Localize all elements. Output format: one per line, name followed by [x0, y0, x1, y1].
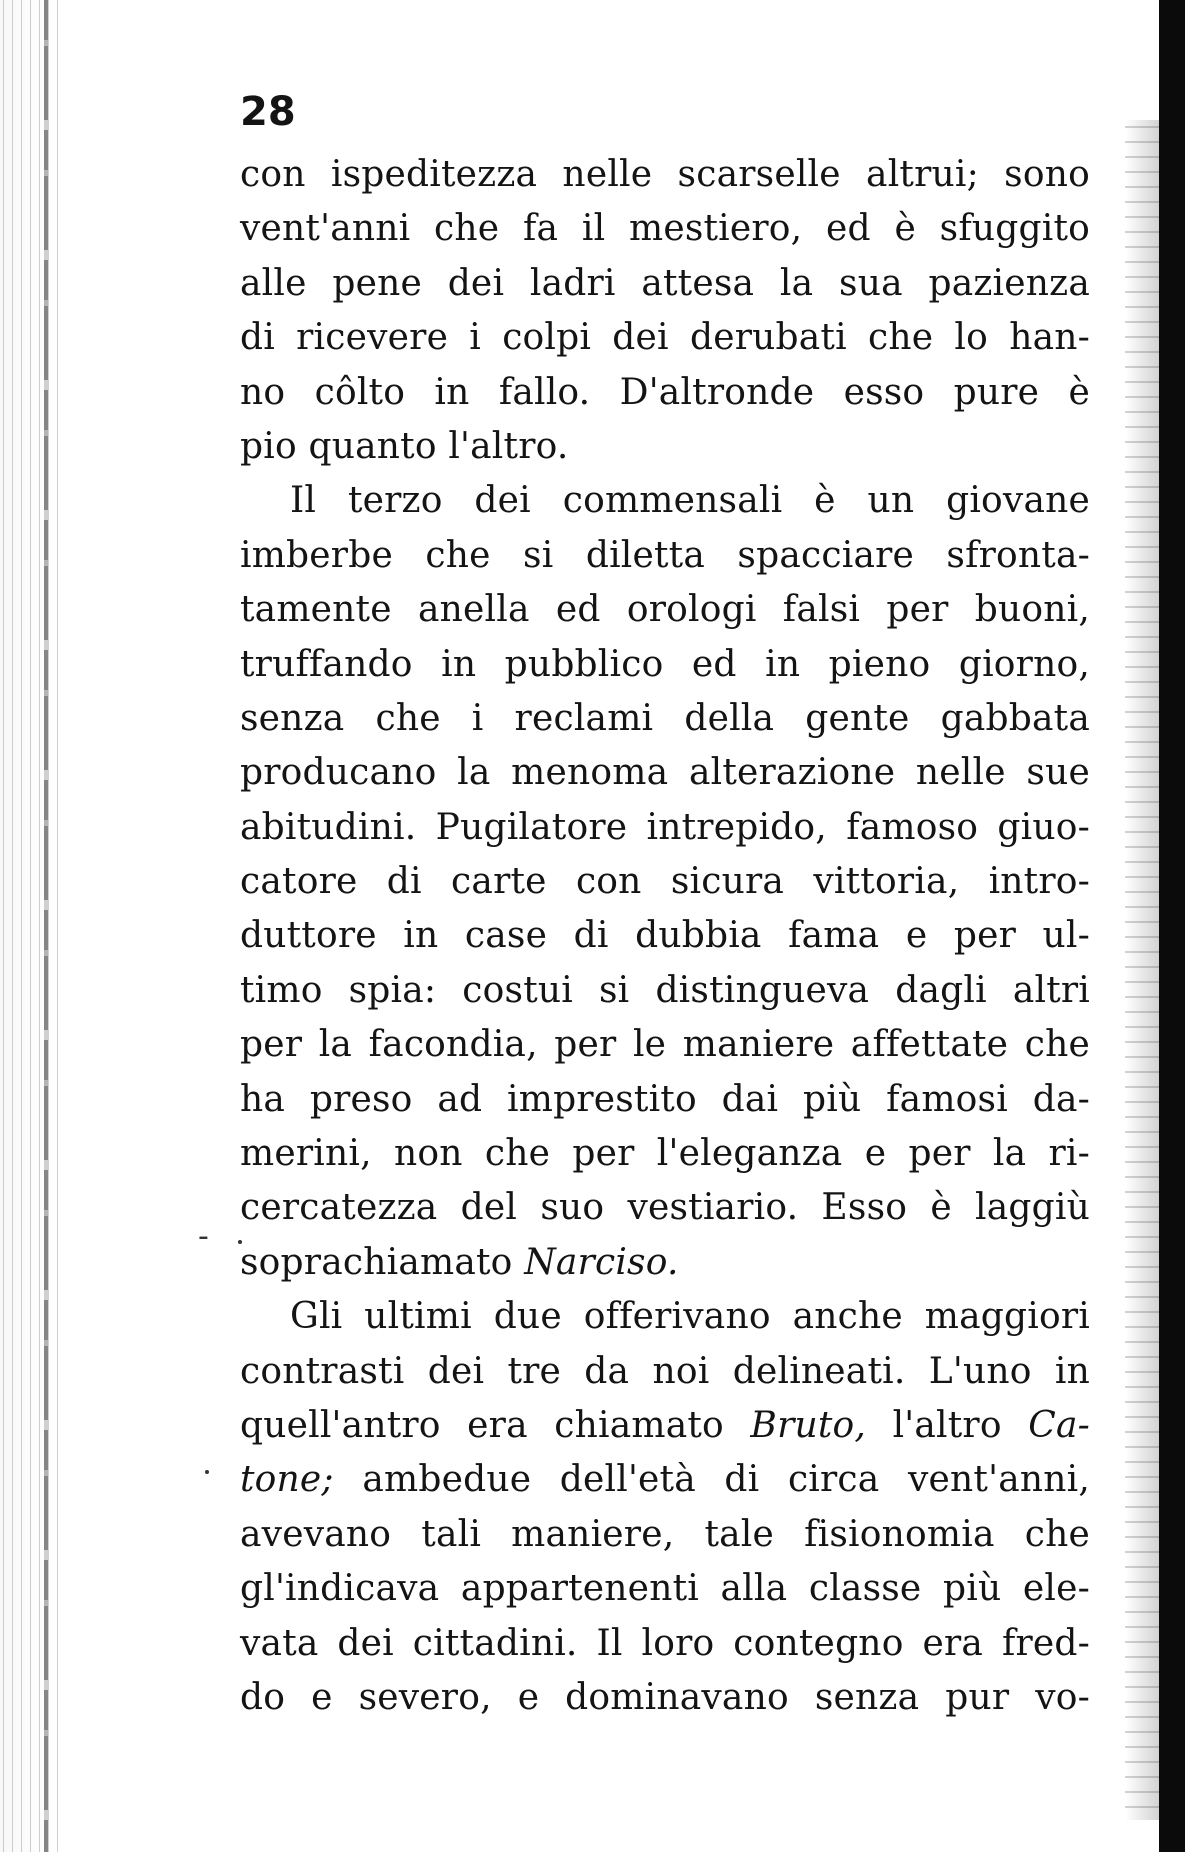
text-line: Il terzo dei commensali è un giovane [290, 480, 1090, 522]
scan-left-edge [0, 0, 60, 1852]
text-line: no côlto in fallo. D'altronde esso pure è [240, 371, 1090, 413]
text-line: catore di carte con sicura vittoria, intro- [240, 861, 1090, 903]
italic-name: tone; [240, 1459, 334, 1501]
text-line: con ispeditezza nelle scarselle altrui; sono [240, 154, 1090, 195]
paragraph-2 [240, 474, 1090, 1290]
book-page [240, 88, 1090, 1725]
text-line: di ricevere i colpi dei derubati che lo han- [240, 317, 1090, 359]
text-line: duttore in case di dubbia fama e per ul- [240, 915, 1090, 957]
text-run: l'altro [866, 1404, 1029, 1446]
text-run: ambedue dell'età di circa vent'anni, [333, 1459, 1090, 1501]
italic-name: Narciso. [524, 1241, 679, 1283]
text-line: cercatezza del suo vestiario. Esso è laggiù [240, 1187, 1090, 1229]
text-line [240, 1453, 1090, 1507]
text-line: contrasti dei tre da noi delineati. L'uno in [240, 1350, 1090, 1392]
text-line: alle pene dei ladri attesa la sua pazienza [240, 262, 1090, 304]
speck [205, 1470, 209, 1474]
text-line: avevano tali maniere, tale fisionomia che [240, 1513, 1090, 1555]
text-line: truffando in pubblico ed in pieno giorno, [240, 643, 1090, 685]
text-line: senza che i reclami della gente gabbata [240, 697, 1090, 739]
text-line: gl'indicava appartenenti alla classe più ele- [240, 1568, 1090, 1610]
italic-name: Bruto, [750, 1404, 867, 1446]
scan-right-edge [1159, 0, 1185, 1852]
text-line: ha preso ad imprestito dai più famosi da- [240, 1078, 1090, 1120]
text-line: producano la menoma alterazione nelle sue [240, 752, 1090, 794]
page-number: 28 [240, 89, 296, 135]
text-line: do e severo, e dominavano senza pur vo- [240, 1676, 1090, 1718]
text-line: vent'anni che fa il mestiero, ed è sfuggito [240, 208, 1090, 250]
text-line: pio quanto l'altro. [240, 425, 569, 467]
scan-right-shadow [1125, 120, 1159, 1820]
text-line: merini, non che per l'eleganza e per la ri- [240, 1133, 1090, 1175]
text-run: quell'antro era chiamato [240, 1404, 751, 1446]
text-line [240, 1399, 1090, 1453]
italic-name: Ca- [1028, 1404, 1090, 1446]
text-line: vata dei cittadini. Il loro contegno era fred- [240, 1622, 1090, 1664]
text-line: Gli ultimi due offerivano anche maggiori [290, 1296, 1090, 1338]
text-line: abitudini. Pugilatore intrepido, famoso giuo- [240, 806, 1090, 848]
text-line: imberbe che si diletta spacciare sfronta- [240, 534, 1090, 576]
text-line: per la facondia, per le maniere affettate che [240, 1024, 1090, 1066]
margin-mark: - [198, 1219, 209, 1254]
text-run: soprachiamato [240, 1241, 525, 1283]
paragraph-1 [240, 148, 1090, 474]
text-line: tamente anella ed orologi falsi per buoni, [240, 589, 1090, 631]
text-line: timo spia: costui si distingueva dagli altri [240, 969, 1090, 1011]
paragraph-3 [240, 1290, 1090, 1725]
text-line [240, 1236, 1090, 1290]
